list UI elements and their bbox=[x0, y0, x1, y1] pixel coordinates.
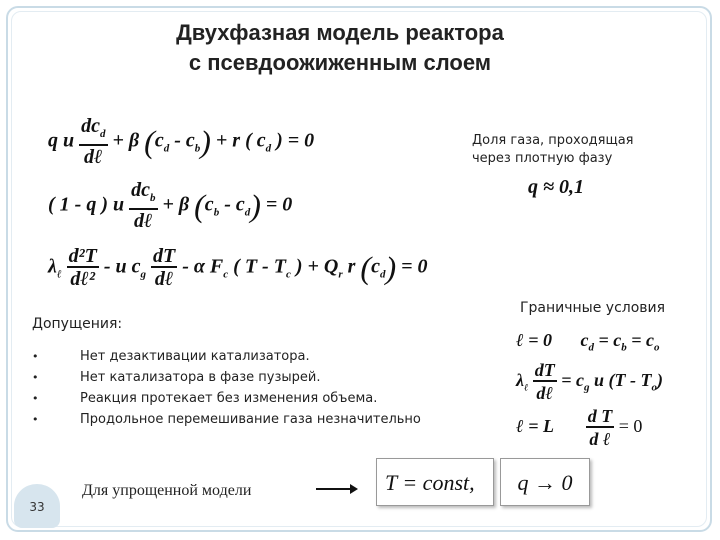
list-item: • Нет катализатора в фазе пузырей. bbox=[32, 367, 421, 388]
note-line-1: Доля газа, проходящая bbox=[472, 133, 634, 148]
equation-3: $\lambda_\ell$ $\frac{\text{d²T}}{\text{dℓ²}}$ - u $c_g$ $\frac{dT}{\text{dℓ}}$ - α $F_c$ ( T - $T_c$ ) + $Q_r$ r $(c_d) = 0$ bbox=[48, 245, 428, 290]
slide-title bbox=[100, 18, 580, 78]
eq1-mid: + β bbox=[112, 129, 140, 152]
gas-fraction-note bbox=[472, 132, 634, 168]
list-item: • Реакция протекает без изменения объема. bbox=[32, 388, 421, 409]
assumptions-heading: Допущения: bbox=[32, 316, 123, 332]
page-number: 33 bbox=[14, 484, 60, 528]
bc2-fraction: $\frac{dT}{\text{dℓ}}$ bbox=[534, 360, 555, 403]
title-line-2: с псевдоожиженным слоем bbox=[188, 50, 492, 75]
note-line-2: через плотную фазу bbox=[472, 151, 613, 166]
boundary-condition-1: ℓ = 0 $c_d = c_b = c_o$ bbox=[516, 330, 660, 354]
eq3-fraction-1: $\frac{\text{d²T}}{\text{dℓ²}}$ bbox=[68, 245, 97, 290]
boundary-condition-2: $\lambda_\ell$ $\frac{dT}{\text{dℓ}}$ = $c_g$ u $(T - T_o)$ bbox=[516, 360, 664, 403]
eq1-fraction: $\frac{dc_d}{\text{dℓ}}$ bbox=[81, 115, 106, 168]
arrow-right-icon bbox=[316, 488, 356, 490]
simplified-model-label: Для упрощенной модели bbox=[82, 482, 252, 499]
equation-2: ( 1 - q ) u $\frac{dc_b}{\text{dℓ}}$ + β $(c_b - c_d) = 0$ bbox=[48, 179, 293, 232]
eq3-fraction-2: $\frac{dT}{\text{dℓ}}$ bbox=[152, 245, 176, 290]
t-const-box: T = const, bbox=[376, 458, 494, 506]
q-zero-box: q → 0 bbox=[500, 458, 590, 506]
list-item: • Нет дезактивации катализатора. bbox=[32, 346, 421, 367]
list-item: • Продольное перемешивание газа незначительно bbox=[32, 409, 421, 430]
bc3-fraction: $\frac{\text{d T}}{\text{d ℓ}}$ bbox=[587, 406, 613, 449]
boundary-heading: Граничные условия bbox=[520, 300, 666, 316]
boundary-condition-3: ℓ = L $\frac{\text{d T}}{\text{d ℓ}}$ = 0 bbox=[516, 406, 643, 449]
eq2-fraction: $\frac{dc_b}{\text{dℓ}}$ bbox=[131, 179, 156, 232]
eq2-left: ( 1 - q ) u bbox=[48, 193, 125, 216]
q-approx-value: q ≈ 0,1 bbox=[528, 176, 584, 198]
title-line-1: Двухфазная модель реактора bbox=[176, 20, 504, 45]
equation-1: q u $\frac{dc_d}{\text{dℓ}}$ + β $(c_d - c_b) + r$ ( $c_d$ ) = 0 bbox=[48, 115, 315, 168]
eq1-left: q u bbox=[48, 129, 75, 152]
assumptions-list bbox=[32, 346, 421, 430]
